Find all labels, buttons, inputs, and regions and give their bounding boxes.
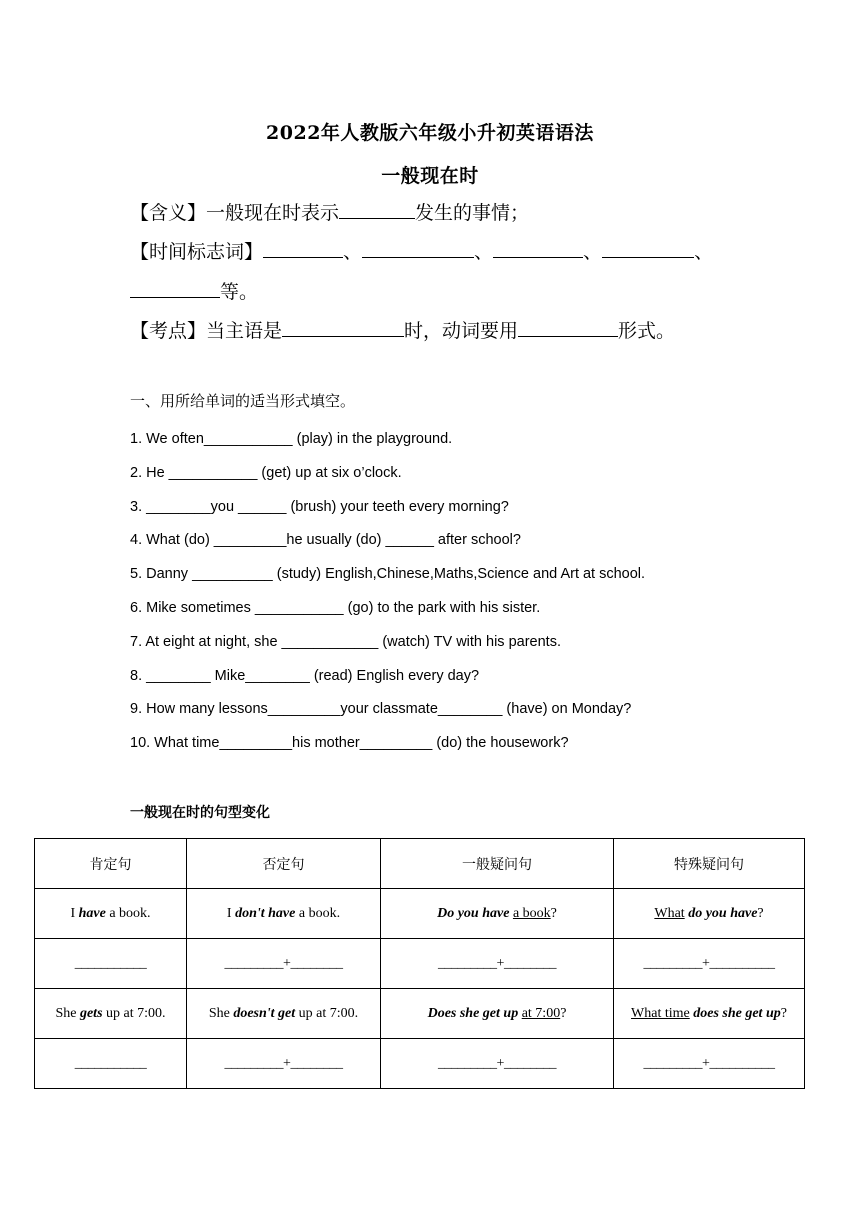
question-5: 5. Danny __________ (study) English,Chinese,Maths,Science and Art at school. [130,566,646,582]
table-cell: Do you have a book? [381,889,614,939]
blank-cell[interactable]: _________+__________ [614,939,805,989]
meaning-text-b: 发生的事情； [415,202,530,224]
question-10: 10. What time_________his mother_________ (do) the housework? [130,735,569,751]
key-blank-2[interactable] [518,318,618,337]
time-word-blank-1[interactable] [263,239,343,258]
table-header-row [35,839,805,889]
separator: 、 [343,241,363,263]
header-affirmative: 肯定句 [35,839,187,889]
time-word-blank-4[interactable] [602,239,694,258]
time-words-line [130,237,713,264]
header-negative: 否定句 [187,839,381,889]
deng-text: 等。 [220,281,259,303]
table-row [35,989,805,1039]
header-wh-question: 特殊疑问句 [614,839,805,889]
table-row [35,939,805,989]
meaning-label: 【含义】 [130,202,207,224]
time-word-blank-2[interactable] [362,239,474,258]
separator: 、 [583,241,603,263]
key-text-b: 时，动词要用 [404,320,519,342]
key-text-a: 当主语是 [206,320,283,342]
blank-cell[interactable]: _________+________ [187,939,381,989]
exercise-heading: 一、用所给单词的适当形式填空。 [130,392,356,410]
key-label: 【考点】 [130,320,207,342]
time-words-label: 【时间标志词】 [130,241,264,263]
table-cell: She doesn't get up at 7:00. [187,989,381,1039]
separator: 、 [694,241,714,263]
question-7: 7. At eight at night, she ____________ (watch) TV with his parents. [130,634,561,650]
blank-cell[interactable]: _________+__________ [614,1039,805,1089]
blank-cell[interactable]: _________+________ [381,1039,614,1089]
blank-cell[interactable]: ___________ [35,939,187,989]
question-3: 3. ________you ______ (brush) your teeth every morning? [130,499,509,515]
meaning-blank[interactable] [339,200,415,219]
blank-cell[interactable]: _________+________ [381,939,614,989]
table-cell: She gets up at 7:00. [35,989,187,1039]
table-cell: Does she get up at 7:00? [381,989,614,1039]
table-row [35,889,805,939]
question-9: 9. How many lessons_________your classmate________ (have) on Monday? [130,701,632,717]
table-cell: I don't have a book. [187,889,381,939]
meaning-text-a: 一般现在时表示 [206,202,340,224]
table-caption: 一般现在时的句型变化 [130,805,270,821]
question-1: 1. We often___________ (play) in the playground. [130,431,453,447]
question-8: 8. ________ Mike________ (read) English every day? [130,668,480,684]
time-word-blank-5[interactable] [130,279,220,298]
header-yes-no-question: 一般疑问句 [381,839,614,889]
page-subtitle: 一般现在时 [381,165,479,187]
sentence-pattern-table [34,838,805,1089]
question-4: 4. What (do) _________he usually (do) ______ after school? [130,532,521,548]
key-blank-1[interactable] [282,318,404,337]
time-words-line-2 [130,277,258,304]
key-text-c: 形式。 [618,320,676,342]
separator: 、 [474,241,494,263]
question-6: 6. Mike sometimes ___________ (go) to the park with his sister. [130,600,541,616]
blank-cell[interactable]: ___________ [35,1039,187,1089]
table-cell: I have a book. [35,889,187,939]
key-point-line [130,316,675,343]
question-2: 2. He ___________ (get) up at six o’clock. [130,465,402,481]
meaning-line [130,198,529,225]
time-word-blank-3[interactable] [493,239,583,258]
page-title: 2022年人教版六年级小升初英语语法 [266,122,594,144]
blank-cell[interactable]: _________+________ [187,1039,381,1089]
table-cell: What time does she get up? [614,989,805,1039]
table-cell: What do you have? [614,889,805,939]
table-row [35,1039,805,1089]
